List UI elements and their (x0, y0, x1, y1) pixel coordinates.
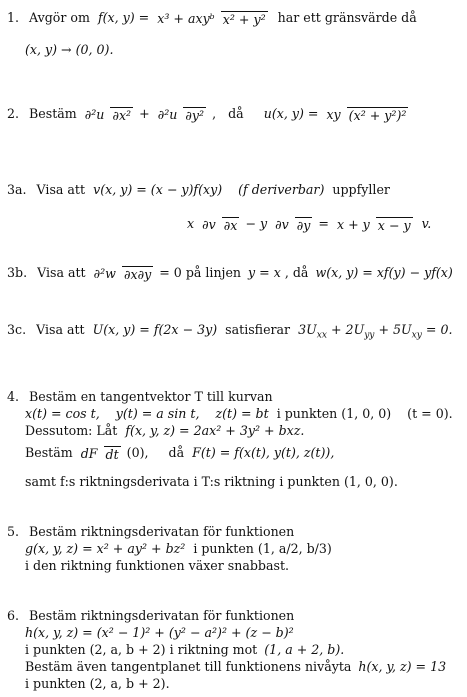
problem-3c-term-1: 3U (298, 322, 317, 338)
problem-4-numerator: dF (80, 445, 98, 461)
problem-3a-fraction-x (200, 217, 239, 232)
problem-4-function-F: F(t) = f(x(t), y(t), z(t)), (192, 445, 335, 461)
problem-3b-label: 3b. (7, 265, 28, 281)
problem-3b-text-a: Visa att (37, 265, 86, 281)
problem-3c-label: 3c. (7, 322, 27, 338)
problem-1-text-a: Avgör om (29, 10, 90, 26)
problem-4-curve: x(t) = cos t, y(t) = a sin t, z(t) = bt (25, 406, 269, 422)
problem-6-text-3a: i punkten (2, a, b + 2) i riktning mot (25, 642, 258, 658)
problem-3a-dx: ∂x (223, 218, 238, 233)
problem-4-denominator: dt (105, 447, 119, 462)
problem-3c-sub-xy: xy (411, 330, 422, 341)
problem-3b-denominator: ∂x∂y (123, 267, 152, 282)
problem-5-label: 5. (7, 524, 20, 540)
problem-2-d2u-x: ∂²u (84, 106, 105, 122)
problem-3b-text-b: = 0 på linjen (159, 265, 242, 281)
problem-4-line-5: samt f:s riktningsderivata i T:s riktning i punkten (1, 0, 0). (25, 474, 398, 489)
problem-3c-text-a: Visa att (36, 322, 85, 338)
problem-3b-text-c: , då (284, 265, 309, 281)
problem-3a-dv-y: ∂v (275, 216, 289, 232)
problem-3b-numerator: ∂²w (93, 265, 116, 281)
problem-2-denominator: (x² + y²)² (348, 108, 407, 123)
problem-2-label: 2. (7, 106, 20, 122)
problem-3c-definition: U(x, y) = f(2x − 3y) (92, 322, 218, 338)
problem-3c-equation (298, 322, 453, 341)
problem-3a-fraction-rhs (335, 217, 413, 232)
problem-3a-text-b: uppfyller (332, 182, 390, 198)
problem-3b-line (7, 266, 453, 281)
problem-3c-line (7, 322, 453, 341)
problem-2-fraction-x (83, 107, 133, 122)
problem-4-point: i punkten (1, 0, 0) (t = 0). (276, 406, 453, 422)
problem-6-text-4a: Bestäm även tangentplanet till funktionens nivåyta (25, 659, 352, 675)
problem-3a-denominator: x − y (377, 218, 411, 233)
problem-3a-label: 3a. (7, 182, 27, 198)
problem-1-limit: (x, y) → (0, 0). (25, 42, 114, 57)
problem-1-denominator: x² + y² (222, 12, 266, 27)
problem-2-function: u(x, y) = (263, 106, 319, 122)
problem-3a-line-1 (7, 184, 390, 197)
problem-3b-definition: w(x, y) = xf(y) − yf(x) (315, 265, 453, 281)
problem-5-line-3: i den riktning funktionen växer snabbast. (25, 558, 290, 573)
problem-6-line-4 (25, 661, 446, 674)
problem-5-text-1: Bestäm riktningsderivatan för funktionen (29, 524, 295, 540)
problem-4-function-f: f(x, y, z) = 2ax² + 3y² + bxz. (125, 423, 305, 439)
problem-1-label: 1. (7, 10, 20, 26)
problem-2-dy2: ∂y² (185, 108, 205, 123)
problem-4-text-4b: (0), då (126, 445, 185, 461)
problem-4-line-3 (25, 425, 304, 438)
problem-6-line-1 (7, 610, 294, 623)
problem-2-numerator: xy (326, 106, 341, 122)
problem-2-line (7, 107, 410, 122)
problem-3c-text-b: satisfierar (225, 322, 291, 338)
problem-2-dx2: ∂x² (112, 108, 132, 123)
problem-3c-tail: = 0. (425, 322, 453, 338)
problem-3c-sub-yy: yy (364, 330, 375, 341)
problem-4-text-4a: Bestäm (25, 445, 73, 461)
problem-3a-expression: v(x, y) = (x − y)f(xy) (93, 182, 223, 198)
problem-6-line-3 (25, 644, 344, 657)
problem-4-line-1 (7, 391, 273, 404)
problem-3c-term-3: + 5U (378, 322, 412, 338)
problem-2-plus: + (139, 106, 150, 122)
problem-3a-minus-y: − y (245, 216, 268, 232)
problem-5-function: g(x, y, z) = x² + ay² + bz² (25, 541, 186, 557)
problem-6-function: h(x, y, z) = (x² − 1)² + (y² − a²)² + (z − b)² (25, 625, 294, 640)
problem-5-point: i punkten (1, a/2, b/3) (193, 541, 332, 557)
problem-1-fraction (155, 11, 267, 26)
problem-5-line-2 (25, 543, 332, 556)
problem-3b-fraction (92, 266, 154, 281)
problem-6-label: 6. (7, 608, 20, 624)
problem-2-fraction-u (324, 107, 408, 122)
problem-4-fraction (79, 446, 121, 461)
problem-3a-fraction-y (273, 217, 312, 232)
problem-2-text-b: , då (212, 106, 244, 122)
problem-4-label: 4. (7, 389, 20, 405)
problem-6-text-1: Bestäm riktningsderivatan för funktionen (29, 608, 295, 624)
problem-3a-equals: = (318, 216, 329, 232)
problem-6-direction: (1, a + 2, b). (264, 642, 345, 658)
problem-4-line-4 (25, 446, 334, 461)
problem-3a-equation (187, 217, 431, 232)
problem-2-fraction-y (156, 107, 206, 122)
problem-3a-numerator: x + y (337, 216, 370, 232)
problem-5-line-1 (7, 526, 294, 539)
problem-1-function: f(x, y) = (97, 10, 150, 26)
problem-2-text-a: Bestäm (29, 106, 77, 122)
problem-3a-tail: v. (421, 216, 432, 232)
problem-2-d2u-y: ∂²u (157, 106, 178, 122)
problem-3a-dy: ∂y (296, 218, 311, 233)
problem-3b-line-equation: y = x (248, 265, 281, 281)
problem-1-numerator: x³ + axyᵇ (157, 10, 215, 26)
problem-3a-condition: (f deriverbar) (238, 182, 325, 198)
problem-4-text-3a: Dessutom: Låt (25, 423, 118, 439)
problem-1-line-1 (7, 11, 417, 26)
problem-1-text-b: har ett gränsvärde då (277, 10, 417, 26)
problem-3a-x: x (187, 216, 195, 232)
problem-4-text-1: Bestäm en tangentvektor T till kurvan (29, 389, 273, 405)
problem-6-line-5: i punkten (2, a, b + 2). (25, 676, 170, 691)
problem-3c-sub-xx: xx (316, 330, 327, 341)
problem-4-line-2 (25, 408, 453, 421)
problem-6-level-surface: h(x, y, z) = 13 (358, 659, 447, 675)
problem-3a-text-a: Visa att (36, 182, 86, 198)
problem-3a-dv-x: ∂v (202, 216, 216, 232)
problem-3c-term-2: + 2U (331, 322, 365, 338)
